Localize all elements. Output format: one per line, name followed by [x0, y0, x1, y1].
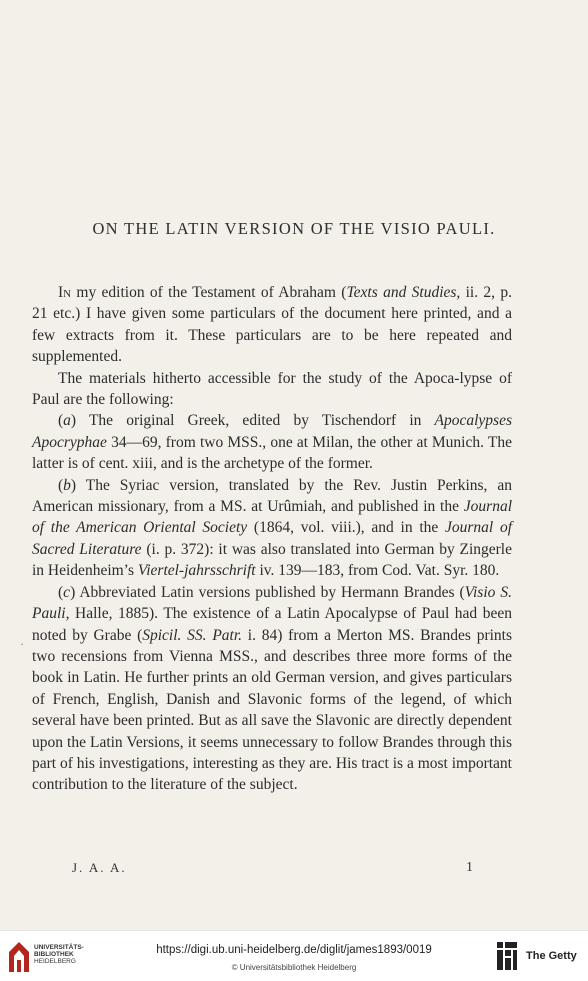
- italic-text: Texts and Studies,: [346, 284, 461, 301]
- text-run: (: [58, 412, 64, 430]
- text-run: iv. 139—183, from Cod. Vat. Syr. 180.: [255, 562, 500, 580]
- paragraph: [32, 410, 512, 474]
- text-run: ) The Syriac version, translated by the Rev. Justin Perkins, an American missionary, from a MS. at Urûmiah, and published in the: [32, 476, 512, 516]
- paragraph: [32, 582, 512, 796]
- italic-text: Visio S. Pauli,: [32, 583, 512, 623]
- permalink[interactable]: https://digi.ub.uni-heidelberg.de/diglit/james1893/0019: [156, 944, 432, 956]
- paragraph: [32, 368, 512, 411]
- text-run: 34—69, from two MSS., one at Milan, the other at Munich. The latter is of cent. xiii, and is the archetype of the former.: [32, 433, 512, 473]
- paragraph: [32, 475, 512, 582]
- italic-text: c: [63, 583, 71, 601]
- small-caps-text: In: [58, 284, 72, 301]
- partner-name: The Getty: [526, 950, 577, 962]
- text-run: (1864, vol. viii.), and in the: [247, 519, 445, 537]
- italic-text: Spicil. SS. Patr.: [142, 626, 243, 644]
- italic-text: Journal of Sacred Literature: [32, 519, 513, 558]
- text-run: (: [58, 583, 64, 601]
- copyright-notice: © Universitätsbibliothek Heidelberg: [231, 963, 357, 972]
- paragraph: [32, 282, 512, 368]
- text-run: ii. 2, p. 21 etc.) I have given some particulars of the document here printed, and a few extracts from it. These particulars are to be here repeated and supplemented.: [32, 284, 512, 366]
- page-title: ON THE LATIN VERSION OF THE VISIO PAULI.: [92, 219, 496, 238]
- text-run: (i. p. 372): it was also translated into German by Zingerle in Heidenheim’s: [32, 540, 512, 580]
- text-run: Halle, 1885). The existence of a Latin Apocalypse of Paul had been noted by Grabe (: [32, 605, 512, 644]
- signature-mark: J. A. A.: [72, 860, 127, 875]
- page-number: 1: [466, 860, 473, 875]
- text-run: The materials hitherto accessible for the study of the Apoca-lypse of Paul are the following:: [32, 369, 512, 409]
- italic-text: Viertel-jahrsschrift: [137, 562, 256, 580]
- text-run: (: [58, 476, 64, 494]
- italic-text: a: [63, 412, 71, 430]
- italic-text: b: [63, 476, 71, 494]
- body-text: [32, 282, 512, 796]
- getty-logo-icon: [496, 941, 518, 971]
- text-run: ) The original Greek, edited by Tischendorf in: [70, 412, 435, 430]
- italic-text: Apocalypses Apocryphae: [32, 412, 512, 451]
- library-name: UNIVERSITÄTS- BIBLIOTHEK HEIDELBERG: [34, 944, 84, 966]
- text-run: ) Abbreviated Latin versions published by Hermann Brandes (: [70, 583, 465, 601]
- italic-text: Journal of the American Oriental Society: [32, 498, 512, 537]
- viewer-footer: [0, 930, 588, 981]
- text-run: my edition of the Testament of Abraham (: [71, 284, 347, 301]
- margin-mark: ·: [20, 637, 24, 651]
- text-run: i. 84) from a Merton MS. Brandes prints two recensions from Vienna MSS., and describes three more forms of the book in Latin. He further prints an old German version, and gives particulars of French, English, Danish and Slavonic forms of the legend, of which several have been printed. But as all save the Slavonic are directly dependent upon the Latin Versions, it seems unnecessary to follow Brandes through this part of his investigations, interesting as they are. His tract is a most important contribution to the literature of the subject.: [32, 626, 512, 794]
